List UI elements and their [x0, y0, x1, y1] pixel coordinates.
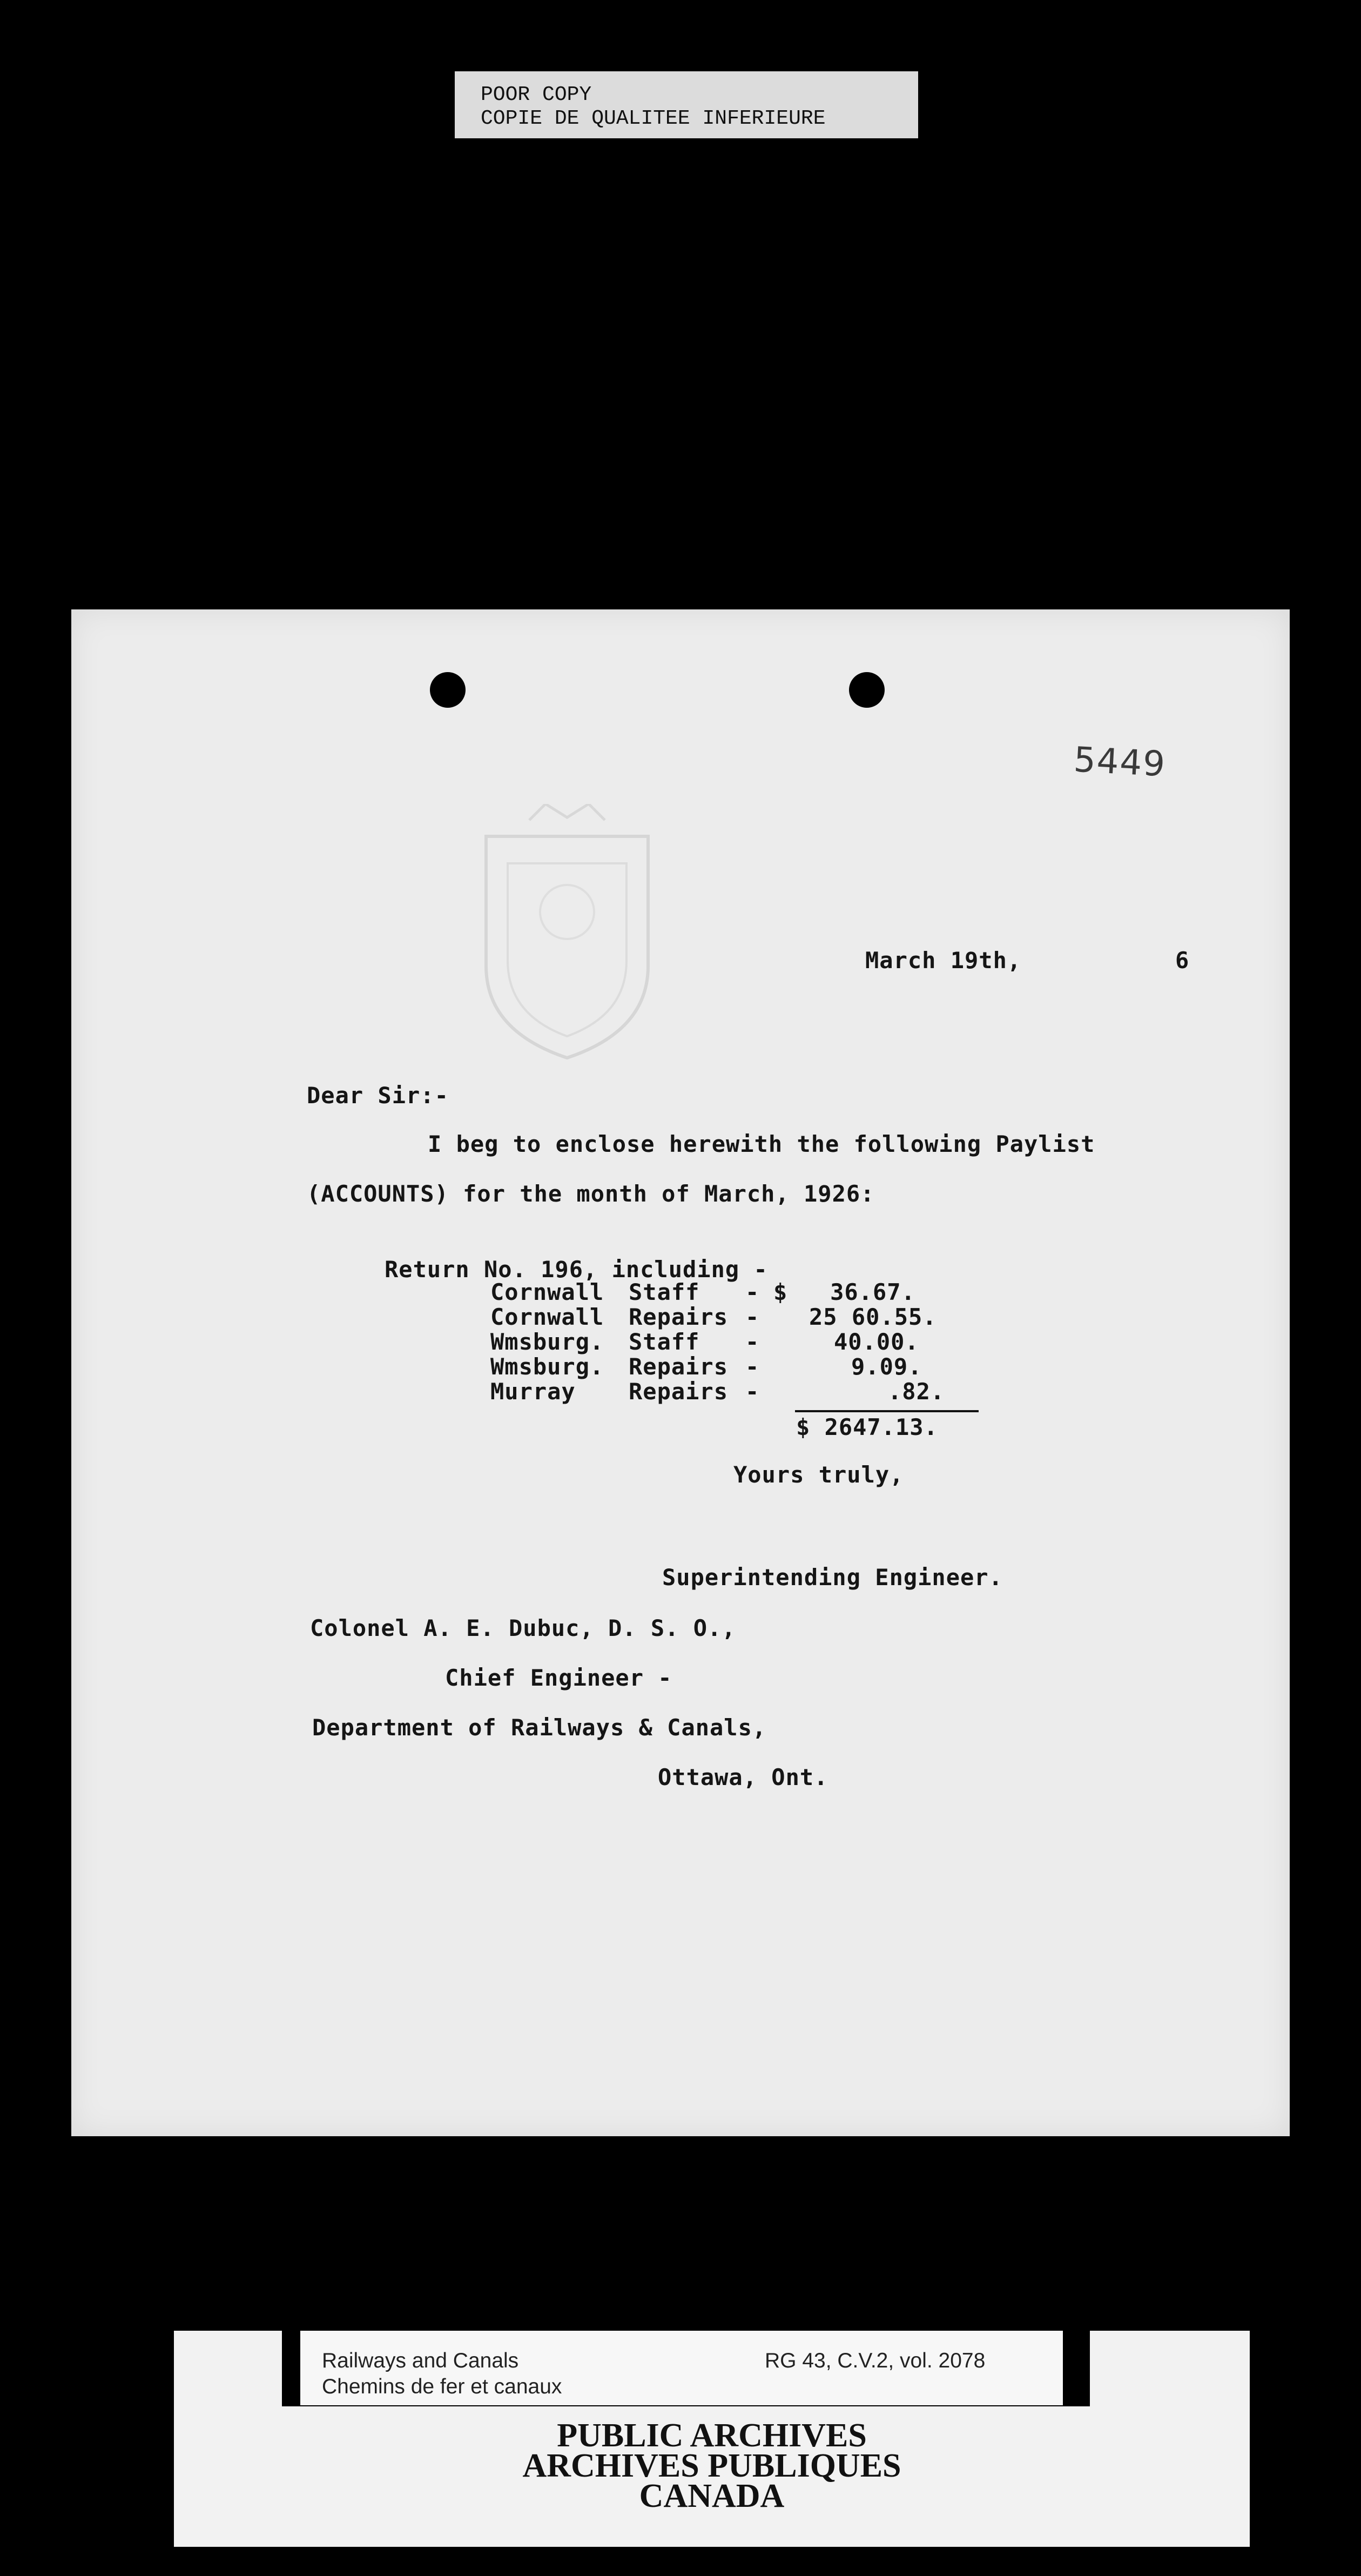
collection-name-french: Chemins de fer et canaux	[322, 2375, 562, 2398]
stamp-line-french: COPIE DE QUALITEE INFERIEURE	[481, 107, 826, 130]
letter-page	[71, 609, 1290, 2136]
archive-reference-box	[300, 2331, 1063, 2405]
date-digit: 6	[1175, 947, 1190, 974]
item-type: Repairs	[629, 1353, 729, 1380]
item-amount: $ 36.67.	[773, 1279, 915, 1305]
addressee-title: Chief Engineer -	[445, 1665, 672, 1691]
item-type: Repairs	[629, 1304, 729, 1330]
body-line-1: I beg to enclose herewith the following Paylist	[428, 1131, 1095, 1157]
file-number: 5449	[1073, 740, 1167, 785]
item-dash: -	[745, 1353, 760, 1380]
item-place: Cornwall	[490, 1304, 604, 1330]
item-dash: -	[745, 1378, 760, 1405]
addressee-department: Department of Railways & Canals,	[312, 1714, 767, 1741]
item-amount: 40.00.	[834, 1329, 919, 1355]
item-place: Cornwall	[490, 1279, 604, 1305]
archive-reference: RG 43, C.V.2, vol. 2078	[765, 2349, 986, 2372]
item-dash: -	[745, 1329, 760, 1355]
body-line-2: (ACCOUNTS) for the month of March, 1926:	[307, 1180, 875, 1207]
letter-date: March 19th,	[865, 947, 1022, 974]
item-place: Wmsburg.	[490, 1329, 604, 1355]
item-amount: .82.	[888, 1378, 945, 1405]
total-amount: $ 2647.13.	[796, 1414, 938, 1440]
archive-title-line-1: PUBLIC ARCHIVES	[557, 2417, 867, 2454]
item-dash: -	[745, 1279, 760, 1305]
item-place: Wmsburg.	[490, 1353, 604, 1380]
stamp-line-english: POOR COPY	[481, 83, 592, 106]
total-underline	[795, 1410, 979, 1412]
addressee-city: Ottawa, Ont.	[658, 1764, 828, 1790]
faint-crest-watermark	[464, 804, 670, 1063]
item-place: Murray	[490, 1378, 576, 1405]
archive-title-line-3: CANADA	[639, 2478, 785, 2514]
item-type: Staff	[629, 1329, 700, 1355]
salutation: Dear Sir:-	[307, 1082, 449, 1109]
collection-name-english: Railways and Canals	[322, 2349, 519, 2372]
item-type: Repairs	[629, 1378, 729, 1405]
item-type: Staff	[629, 1279, 700, 1305]
punch-hole-right	[849, 672, 885, 708]
punch-hole-left	[430, 672, 466, 708]
item-dash: -	[745, 1304, 760, 1330]
signature-title: Superintending Engineer.	[662, 1564, 1003, 1591]
archive-title-line-2: ARCHIVES PUBLIQUES	[522, 2447, 901, 2484]
addressee-name: Colonel A. E. Dubuc, D. S. O.,	[310, 1615, 736, 1641]
return-line: Return No. 196, including -	[385, 1256, 768, 1283]
closing: Yours truly,	[733, 1461, 904, 1488]
poor-copy-stamp	[455, 71, 918, 138]
item-amount: 25 60.55.	[809, 1304, 937, 1330]
item-amount: 9.09.	[851, 1353, 922, 1380]
